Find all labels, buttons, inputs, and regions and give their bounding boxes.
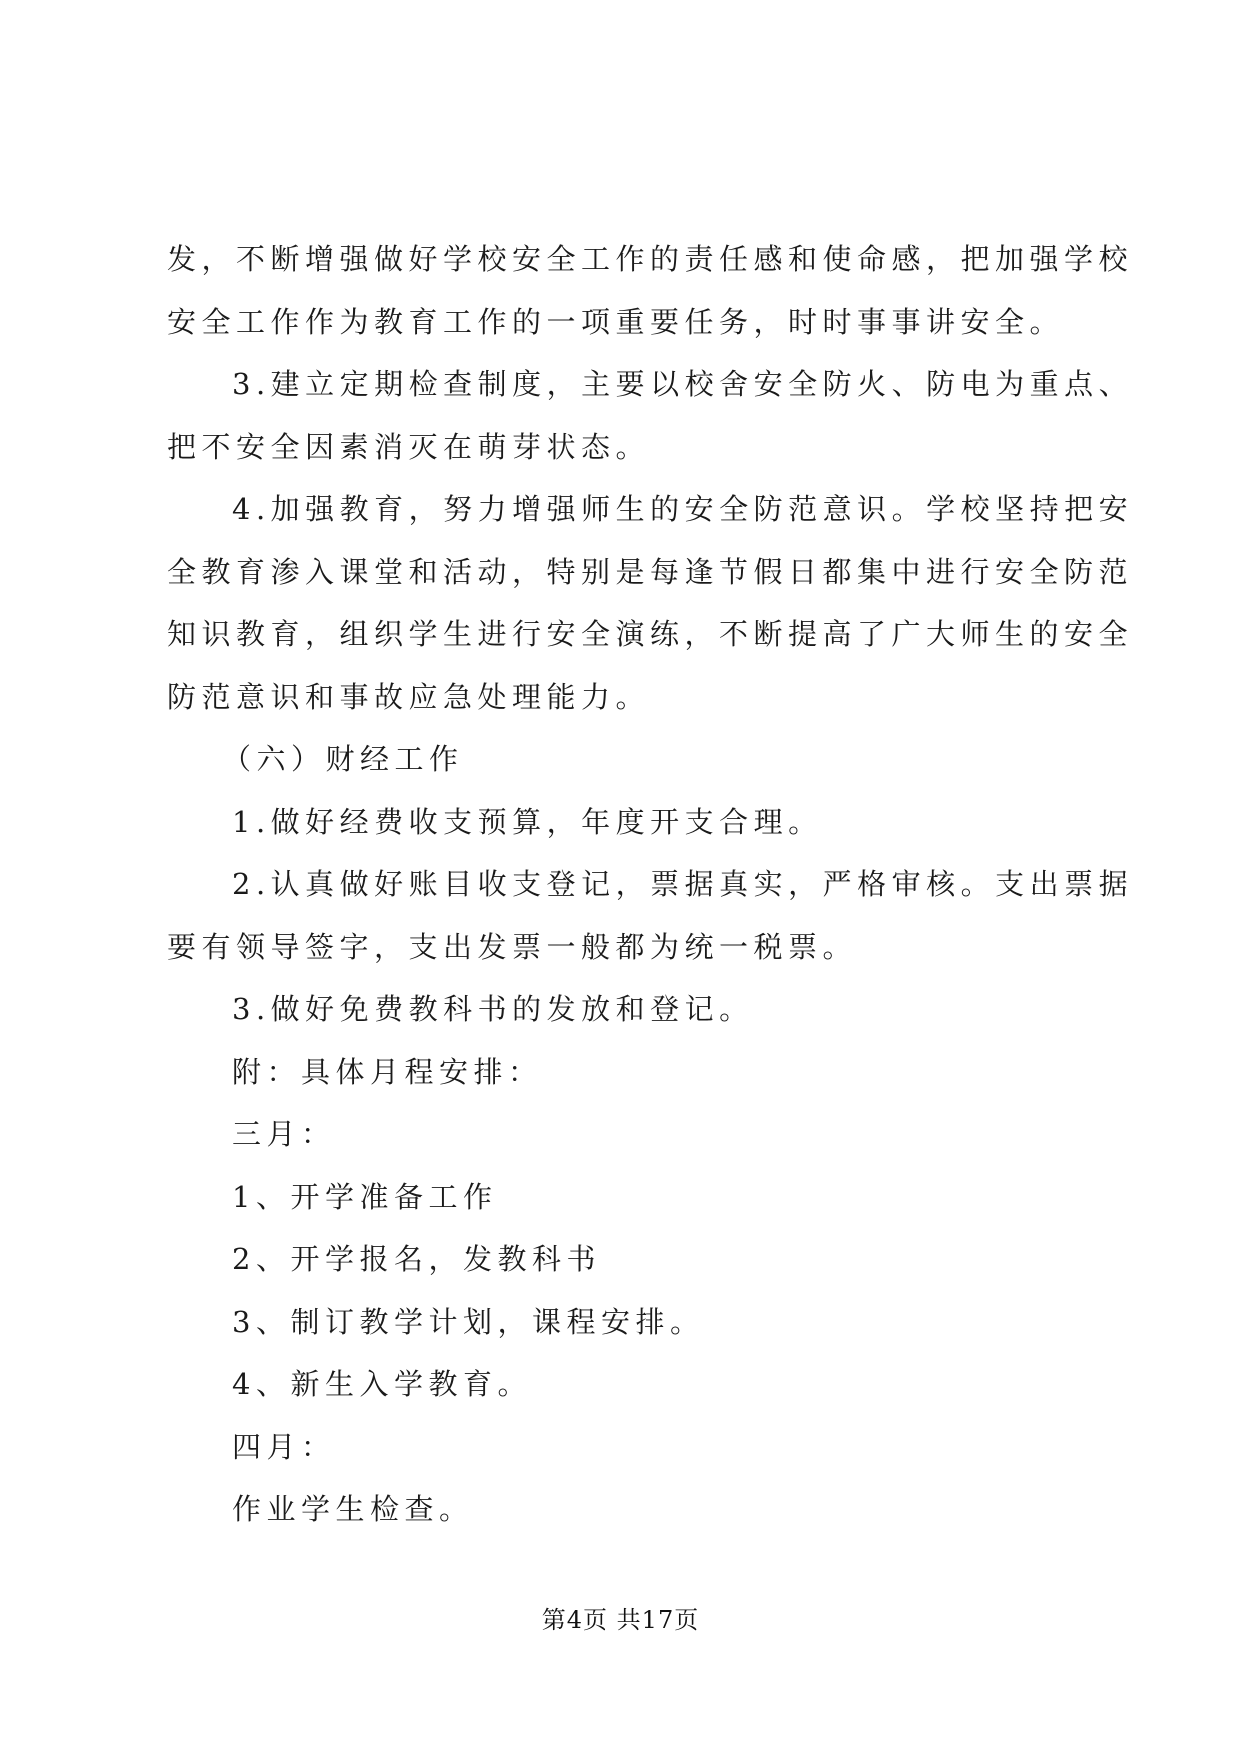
paragraph-line: 1.做好经费收支预算，年度开支合理。 xyxy=(232,804,823,839)
paragraph-line: 全教育渗入课堂和活动，特别是每逢节假日都集中进行安全防范 xyxy=(167,554,1134,589)
appendix-heading: 附：具体月程安排： xyxy=(232,1054,543,1089)
list-item: 2、开学报名，发教科书 xyxy=(232,1242,601,1276)
list-item: 3、制订教学计划，课程安排。 xyxy=(232,1304,705,1339)
paragraph-line: 把不安全因素消灭在萌芽状态。 xyxy=(167,429,651,464)
paragraph-line: 3.做好免费教科书的发放和登记。 xyxy=(232,992,754,1026)
month-heading: 四月： xyxy=(232,1429,336,1464)
paragraph-line: 2.认真做好账目收支登记，票据真实，严格审核。支出票据 xyxy=(232,867,1134,901)
list-item: 作业学生检查。 xyxy=(232,1492,474,1526)
list-item: 4、新生入学教育。 xyxy=(232,1367,532,1401)
page-number: 第4页 共17页 xyxy=(541,1606,700,1634)
paragraph-line: 知识教育，组织学生进行安全演练，不断提高了广大师生的安全 xyxy=(167,617,1134,651)
paragraph-line: 4.加强教育，努力增强师生的安全防范意识。学校坚持把安 xyxy=(232,492,1134,526)
document-body xyxy=(167,228,1134,1541)
paragraph-line: 防范意识和事故应急处理能力。 xyxy=(167,679,651,714)
list-item: 1、开学准备工作 xyxy=(232,1179,498,1214)
month-heading: 三月： xyxy=(232,1117,336,1151)
paragraph-line: 安全工作作为教育工作的一项重要任务，时时事事讲安全。 xyxy=(167,304,1065,339)
paragraph-line: 发，不断增强做好学校安全工作的责任感和使命感，把加强学校 xyxy=(167,242,1134,276)
section-heading: （六）财经工作 xyxy=(222,742,464,776)
paragraph-line: 3.建立定期检查制度，主要以校舍安全防火、防电为重点、 xyxy=(232,367,1134,401)
paragraph-line: 要有领导签字，支出发票一般都为统一税票。 xyxy=(167,929,858,964)
